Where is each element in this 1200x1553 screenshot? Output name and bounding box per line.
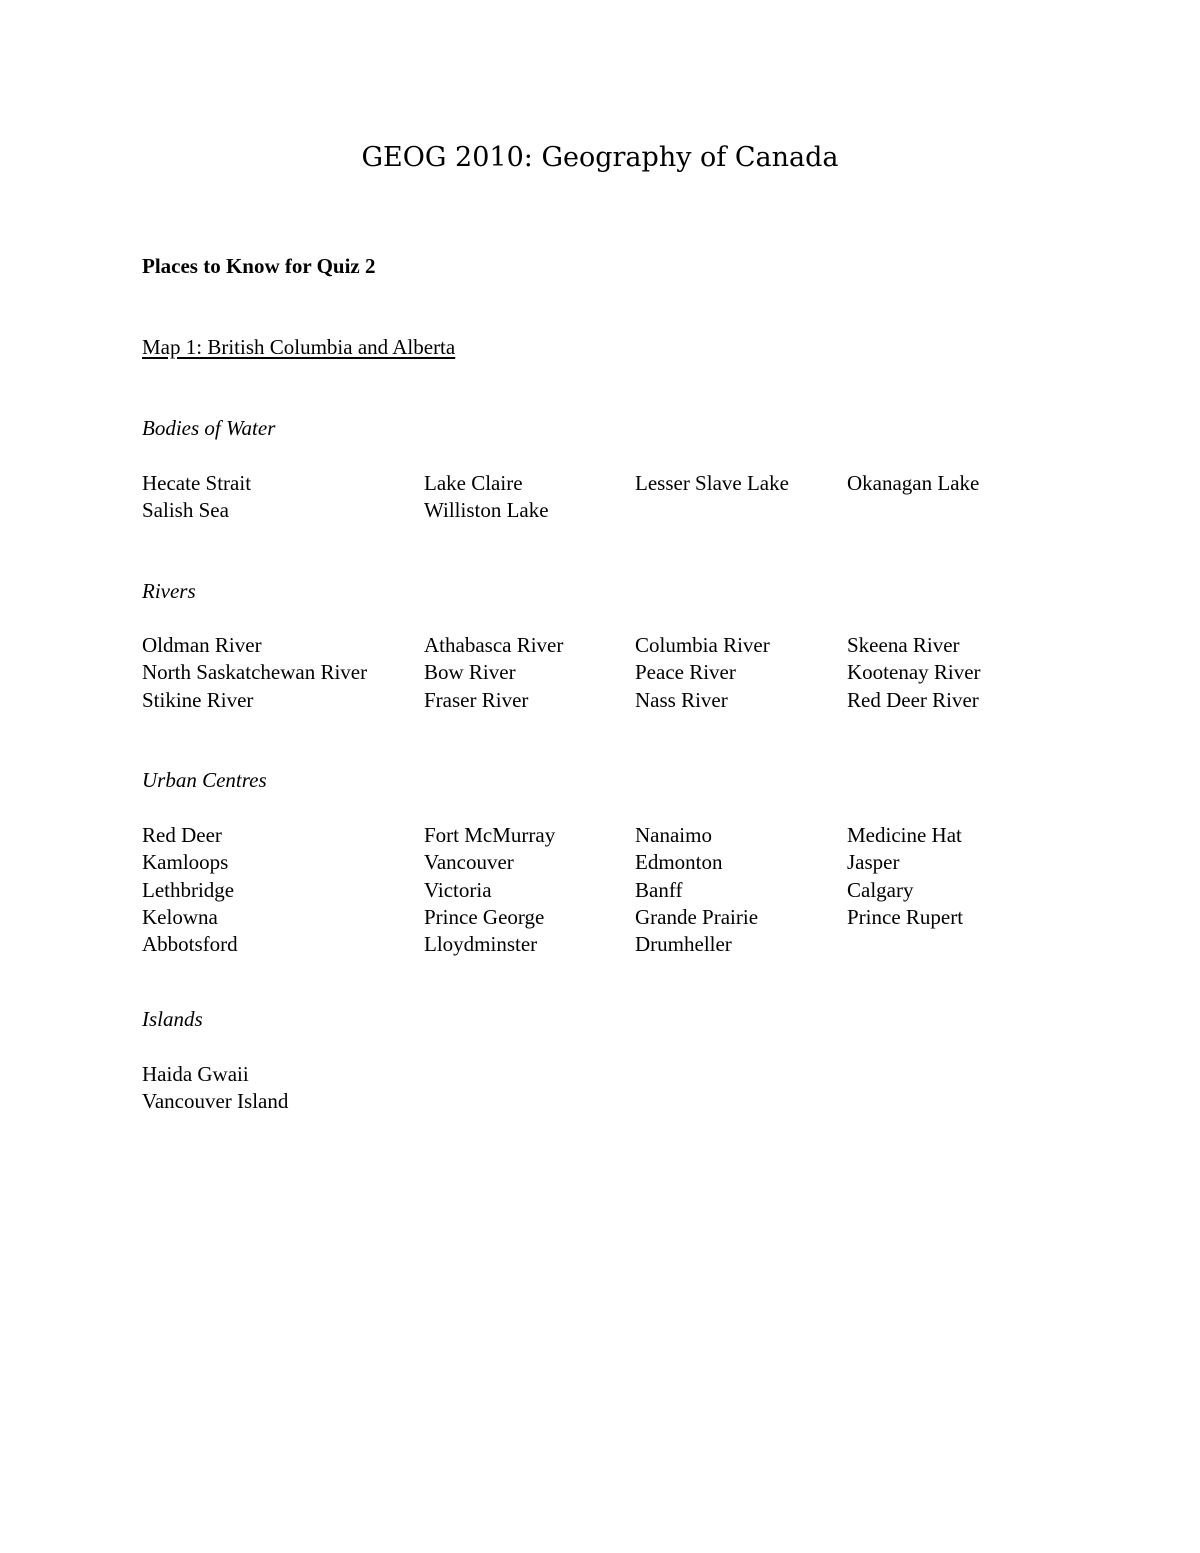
list-item: Abbotsford bbox=[142, 932, 238, 957]
list-item: Lloydminster bbox=[424, 932, 538, 957]
list-item: Lesser Slave Lake bbox=[635, 471, 789, 495]
list-item: Drumheller bbox=[635, 932, 732, 957]
list-item: Nass River bbox=[635, 687, 728, 712]
list-item: Lethbridge bbox=[142, 877, 235, 902]
urban-column-2 bbox=[424, 822, 555, 958]
list-item: Grande Prairie bbox=[635, 904, 759, 929]
list-item: Vancouver bbox=[424, 850, 514, 875]
water-column-4 bbox=[847, 470, 979, 497]
list-item: Kelowna bbox=[142, 904, 218, 929]
list-item: Edmonton bbox=[635, 850, 723, 875]
list-item: Fraser River bbox=[424, 687, 529, 712]
urban-column-3 bbox=[635, 822, 758, 958]
urban-column-1 bbox=[142, 822, 238, 958]
section-title-urban-centres: Urban Centres bbox=[142, 768, 267, 792]
list-item: Kootenay River bbox=[847, 660, 981, 685]
rivers-column-4 bbox=[847, 632, 981, 714]
list-item: Oldman River bbox=[142, 633, 262, 657]
list-item: Lake Claire bbox=[424, 471, 523, 495]
list-item: Medicine Hat bbox=[847, 823, 962, 847]
list-item: Williston Lake bbox=[424, 498, 549, 523]
list-item: Haida Gwaii bbox=[142, 1062, 249, 1086]
water-column-3 bbox=[635, 470, 789, 497]
list-item: Prince Rupert bbox=[847, 904, 964, 929]
list-item: Red Deer bbox=[142, 823, 222, 847]
list-item: Nanaimo bbox=[635, 823, 712, 847]
list-item: Kamloops bbox=[142, 850, 229, 875]
list-item: Athabasca River bbox=[424, 633, 564, 657]
list-item: Skeena River bbox=[847, 633, 960, 657]
list-item: Banff bbox=[635, 877, 683, 902]
list-item: North Saskatchewan River bbox=[142, 660, 368, 685]
list-item: Fort McMurray bbox=[424, 823, 556, 847]
water-column-1 bbox=[142, 470, 251, 525]
list-item: Red Deer River bbox=[847, 687, 979, 712]
water-column-2 bbox=[424, 470, 549, 525]
list-item: Peace River bbox=[635, 660, 736, 685]
section-title-islands: Islands bbox=[142, 1007, 203, 1031]
list-item: Hecate Strait bbox=[142, 471, 252, 495]
section-title-bodies-of-water: Bodies of Water bbox=[142, 416, 276, 440]
list-item: Vancouver Island bbox=[142, 1089, 289, 1114]
list-item: Columbia River bbox=[635, 633, 770, 657]
list-item: Stikine River bbox=[142, 687, 254, 712]
list-item: Victoria bbox=[424, 877, 492, 902]
list-item: Calgary bbox=[847, 877, 914, 902]
quiz-heading: Places to Know for Quiz 2 bbox=[142, 254, 376, 278]
map-title: Map 1: British Columbia and Alberta bbox=[142, 335, 456, 359]
rivers-column-3 bbox=[635, 632, 770, 714]
islands-column-1 bbox=[142, 1061, 288, 1116]
rivers-column-2 bbox=[424, 632, 563, 714]
document-title: GEOG 2010: Geography of Canada bbox=[361, 142, 839, 173]
list-item: Prince George bbox=[424, 904, 545, 929]
list-item: Jasper bbox=[847, 850, 900, 875]
section-title-rivers: Rivers bbox=[142, 579, 196, 603]
list-item: Okanagan Lake bbox=[847, 471, 980, 495]
list-item: Bow River bbox=[424, 660, 516, 685]
rivers-column-1 bbox=[142, 632, 367, 714]
urban-column-4 bbox=[847, 822, 963, 931]
list-item: Salish Sea bbox=[142, 498, 229, 523]
